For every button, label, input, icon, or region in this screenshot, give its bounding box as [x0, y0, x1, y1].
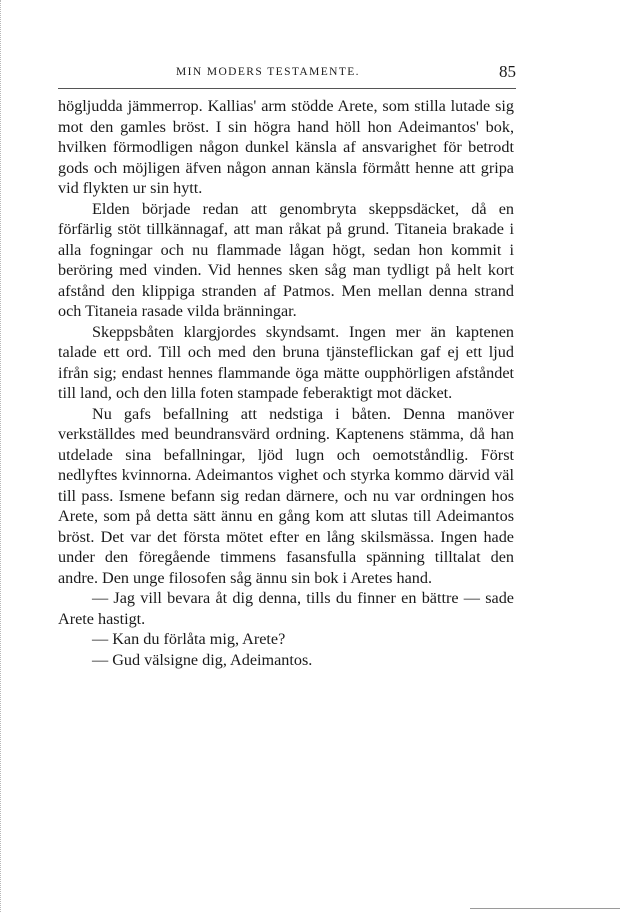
header-rule	[58, 88, 516, 89]
paragraph-3: Skeppsbåten klargjordes skyndsamt. Ingen mer än kaptenen talade ett ord. Till och med den bruna tjänsteflickan gaf ej ett ljud ifrån sig; endast hennes flammande öga mätte oupphörligen afståndet till land, och den lilla foten stampade feberaktigt mot däcket.	[58, 322, 514, 402]
scan-edge-left	[0, 0, 2, 912]
paragraph-4: Nu gafs befallning att nedstiga i båten. Denna manöver verkställdes med beundransvärd ordning. Kaptenens stämma, då han utdelade sina befallningar, ljöd lugn och oemotståndlig. Först nedlyftes kvinnorna. Adeimantos vighet och styrka kommo därvid väl till pass. Ismene befann sig redan därnere, och nu var ordningen hos Arete, som på detta sätt ännu en gång kom att slutas till Adeimantos bröst. Det var det första mötet efter en lång skilsmässa. Ingen hade under den föregående timmens fasansfulla spänning tilltalat den andre. Den unge filosofen såg ännu sin bok i Aretes hand.	[58, 404, 514, 587]
paragraph-1: högljudda jämmerrop. Kallias' arm stödde Arete, som stilla lutade sig mot den gamles bröst. I sin högra hand höll hon Adeimantos' bok, hvilken förmodligen någon dunkel känsla af ansvarighet för betrodt gods och möjligen äfven någon annan känsla förmått henne att gripa vid flykten ur sin hytt.	[58, 97, 514, 197]
running-header	[58, 62, 516, 86]
body-text	[58, 96, 514, 670]
paragraph-2: Elden började redan att genombryta skeppsdäcket, då en förfärlig stöt tillkännagaf, att man råkat på grund. Titaneia brakade i alla fogningar och nu flammade lågan högt, sedan hon kommit i beröring med vinden. Vid hennes sken såg man tydligt på helt kort afstånd den klippiga stranden af Patmos. Men mellan denna strand och Titaneia rasade vilda bränningar.	[58, 199, 514, 320]
scan-edge-bottom	[470, 908, 620, 909]
page-number: 85	[499, 62, 516, 81]
dialogue-line-1: — Jag vill bevara åt dig denna, tills du finner en bättre — sade Arete hastigt.	[58, 589, 514, 628]
dialogue-line-2: — Kan du förlåta mig, Arete?	[92, 630, 286, 648]
running-title: MIN MODERS TESTAMENTE.	[176, 66, 360, 78]
dialogue-line-3: — Gud välsigne dig, Adeimantos.	[92, 650, 313, 669]
